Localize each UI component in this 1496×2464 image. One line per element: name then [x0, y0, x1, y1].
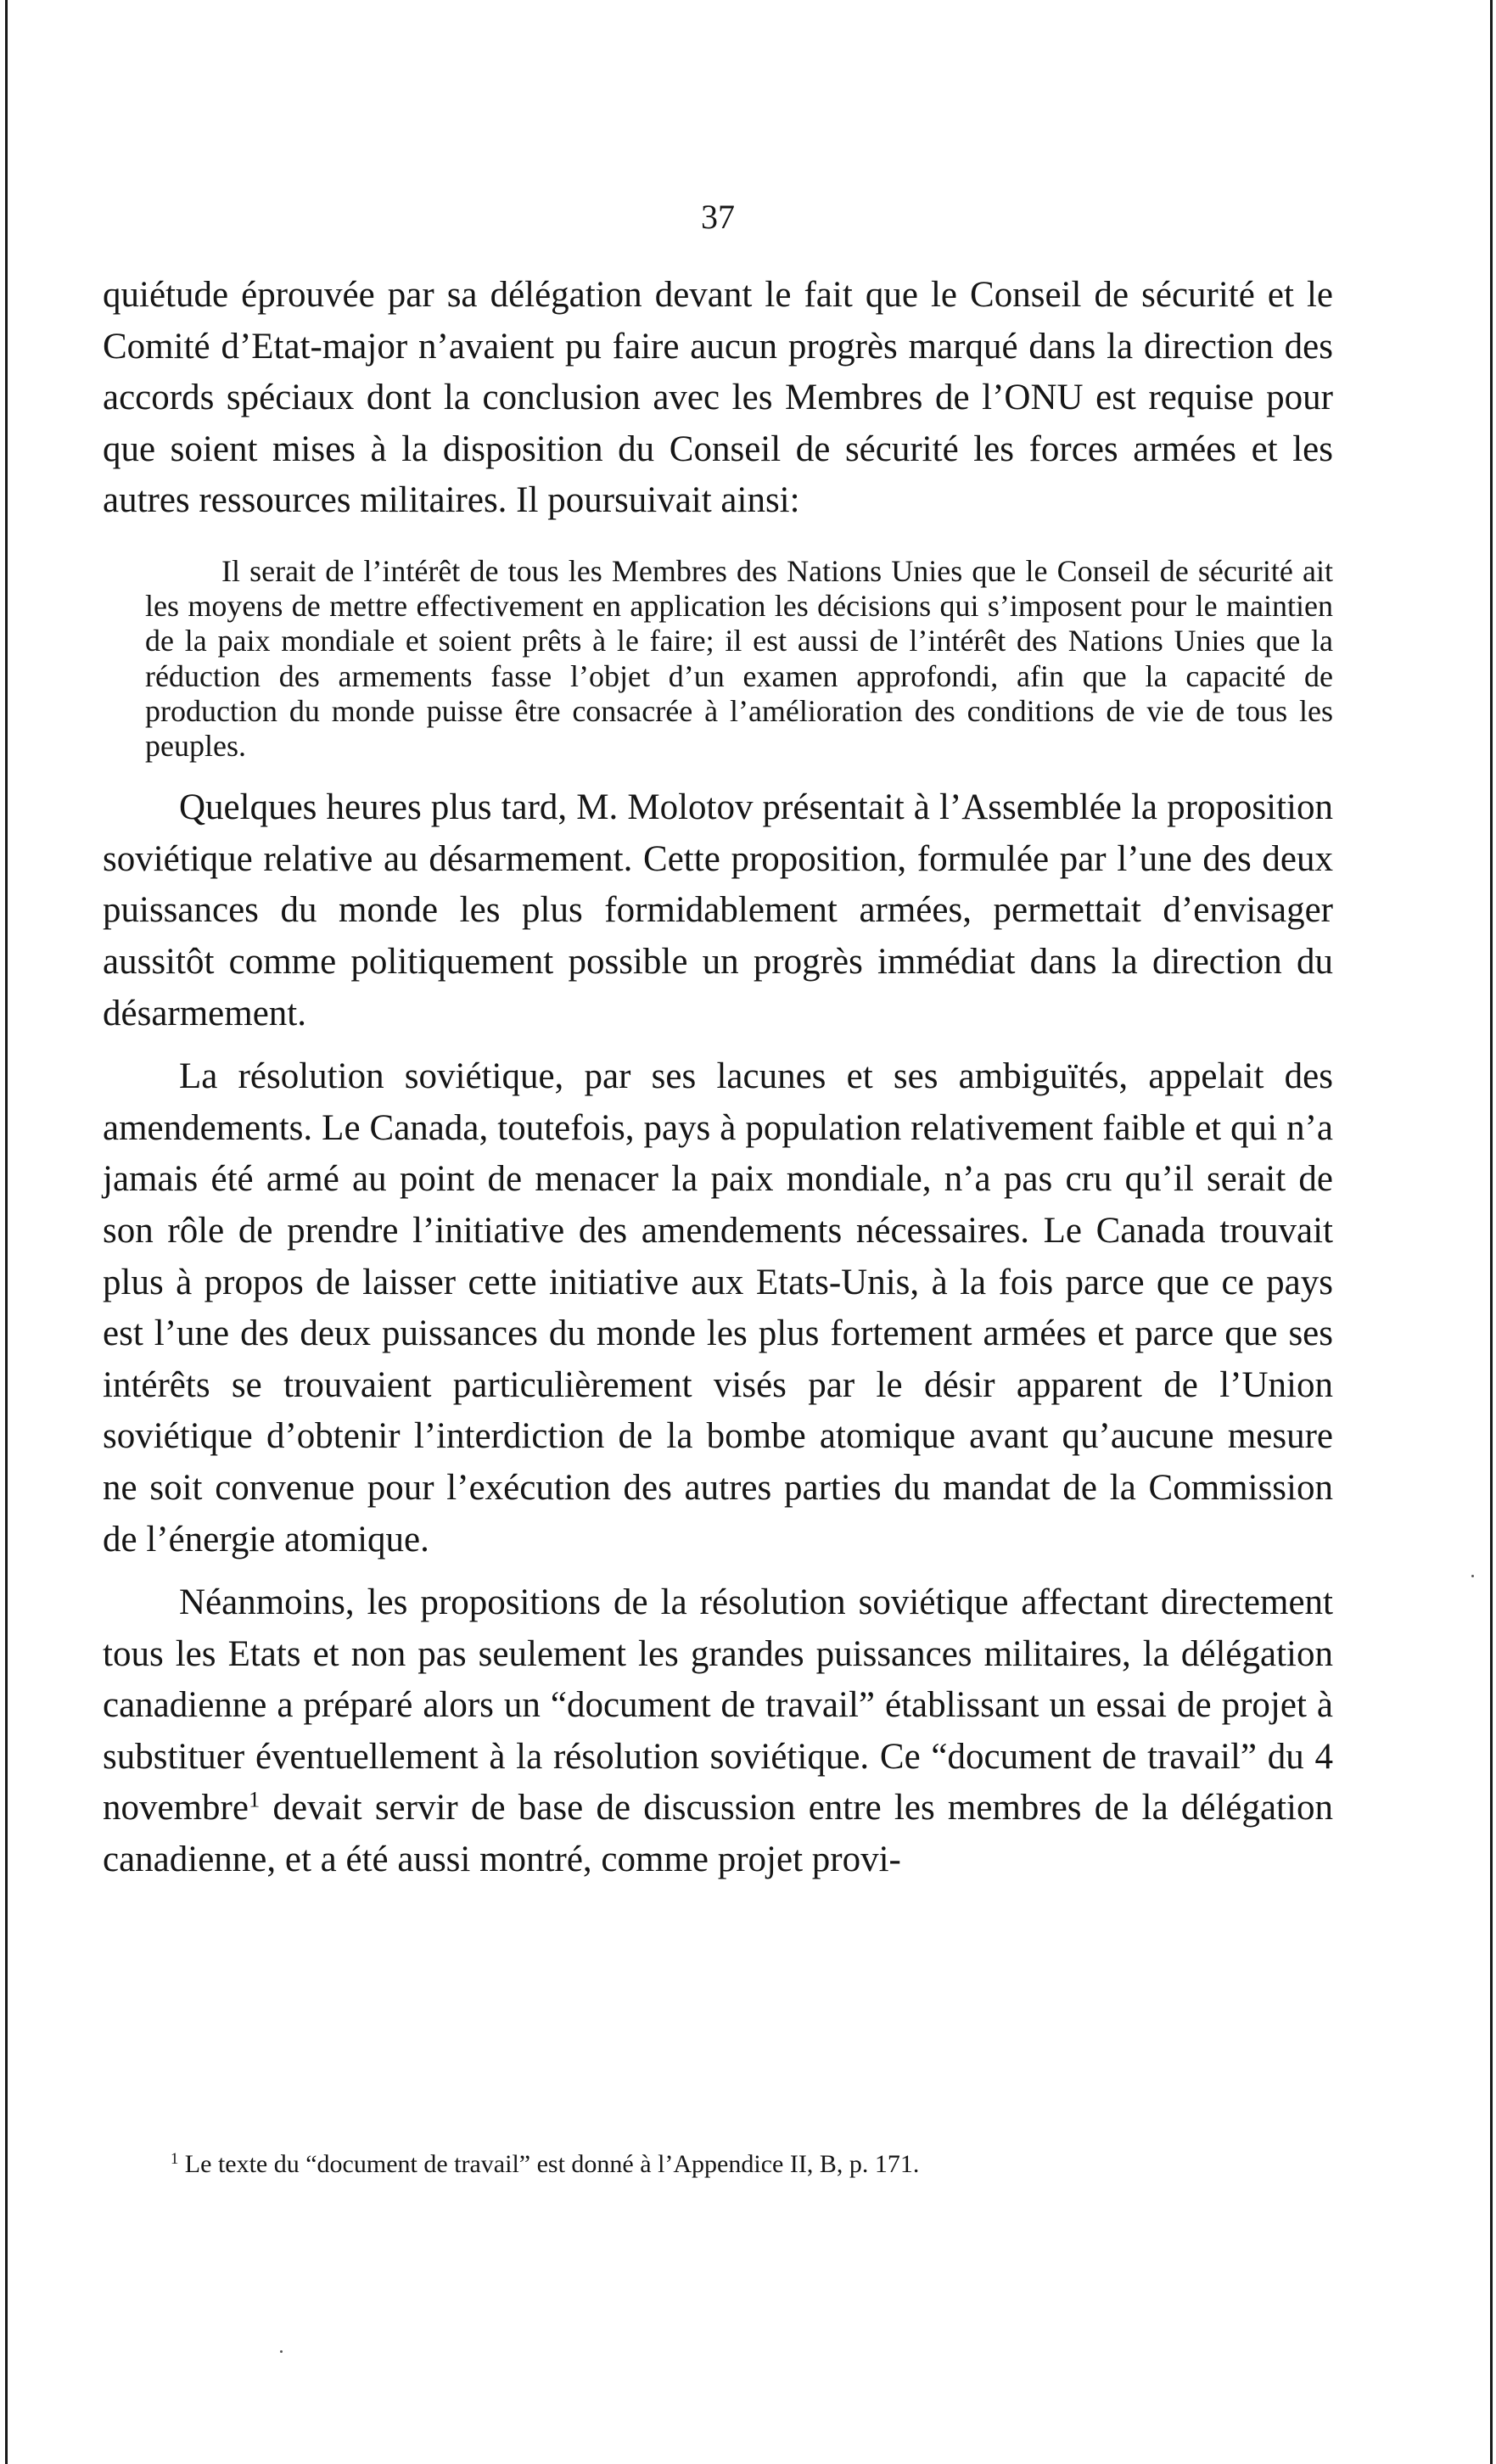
- body-text: [103, 270, 1333, 1886]
- paragraph-2: Quelques heures plus tard, M. Molotov présentait à l’Assemblée la proposition soviétique relative au désarmement. Cette proposition, formulée par l’une des deux puissances du monde les plus formidablement armées, permettait d’envisager aussitôt comme politiquement possible un progrès immédiat dans la direction du désarmement.: [103, 787, 1333, 1033]
- footnote: [171, 2148, 1333, 2181]
- scan-edge-right: [1490, 0, 1493, 2464]
- paragraph-4: [103, 1577, 1333, 1886]
- scan-speck: [1471, 1575, 1474, 1577]
- block-quote-text: Il serait de l’intérêt de tous les Membres des Nations Unies que le Conseil de sécurité ait les moyens de mettre effectivement en application les décisions qui s’imposent pour le maintien de la paix mondiale et soient prêts à le faire; il est aussi de l’intérêt des Nations Unies que la réduction des armements fasse l’objet d’un examen approfondi, afin que la capacité de production du monde puisse être consacrée à l’amélioration des conditions de vie de tous les peuples.: [145, 553, 1333, 763]
- footnote-text: Le texte du “document de travail” est donné à l’Appendice II, B, p. 171.: [178, 2150, 920, 2178]
- paragraph-4-continuation: devait servir de base de discussion entre les membres de la délégation canadienne, et a été aussi montré, comme projet provi-: [103, 1788, 1333, 1880]
- page-number: 37: [701, 198, 735, 236]
- paragraph-3: La résolution soviétique, par ses lacunes et ses ambiguïtés, appelait des amendements. Le Canada, toutefois, pays à population relativement faible et qui n’a jamais été armé au point de menacer la paix mondiale, n’a pas cru qu’il serait de son rôle de prendre l’initiative des amendements nécessaires. Le Canada trouvait plus à propos de laisser cette initiative aux Etats-Unis, à la fois parce que ce pays est l’une des deux puissances du monde les plus fortement armées et parce que ses intérêts se trouvaient particulièrement visés par le désir apparent de l’Union soviétique d’obtenir l’interdiction de la bombe atomique avant qu’aucune mesure ne soit convenue pour l’exécution des autres parties du mandat de la Commission de l’énergie atomique.: [103, 1056, 1333, 1560]
- scan-speck: [280, 2350, 283, 2353]
- paragraph-4-text: Néanmoins, les propositions de la résolution soviétique affectant directement tous les Etats et non pas seulement les grandes puissances militaires, la délégation canadienne a préparé alors un “document de travail” établissant un essai de projet à substituer éventuellement à la résolution soviétique. Ce “document de travail” du 4 novembre: [103, 1582, 1333, 1828]
- paragraph-1: quiétude éprouvée par sa délégation devant le fait que le Conseil de sécurité et le Comité d’Etat-major n’avaient pu faire aucun progrès marqué dans la direction des accords spéciaux dont la conclusion avec les Membres de l’ONU est requise pour que soient mises à la disposition du Conseil de sécurité les forces armées et les autres ressources militaires. Il poursuivait ainsi:: [103, 275, 1333, 521]
- footnote-marker: 1: [171, 2149, 179, 2168]
- block-quote: [103, 554, 1333, 764]
- scan-edge-left: [5, 0, 8, 2464]
- footnote-reference: 1: [248, 1786, 261, 1812]
